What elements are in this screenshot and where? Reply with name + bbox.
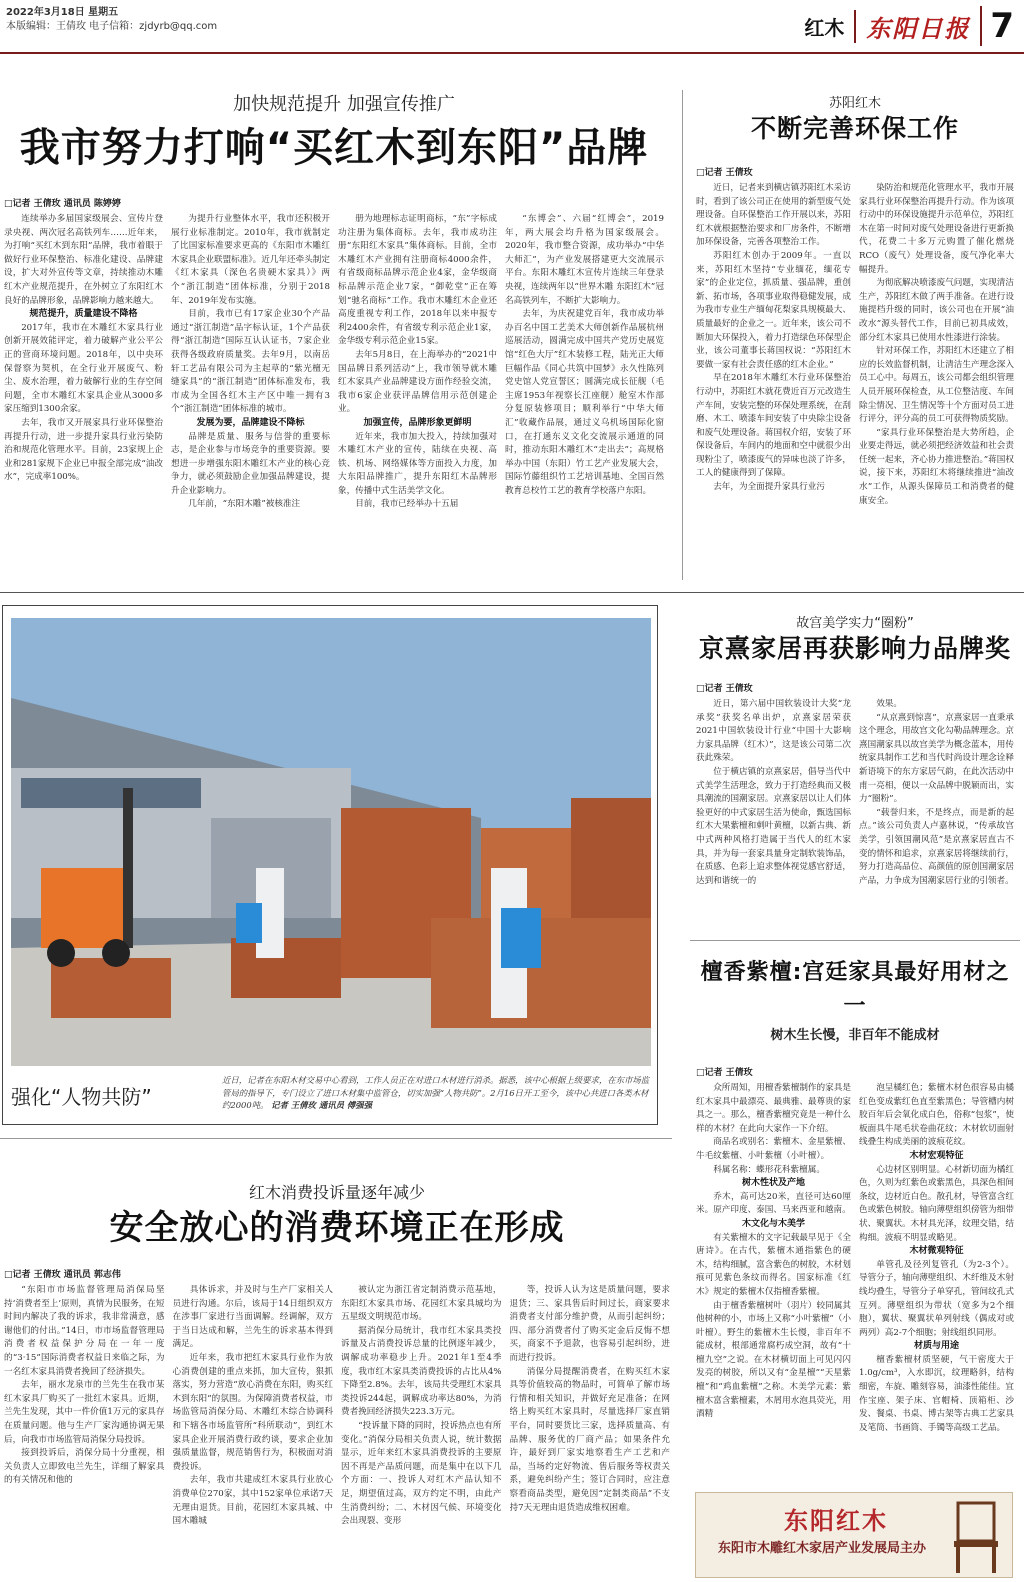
article-column [341,1284,502,1578]
paragraph: 有关紫檀木的文字记载最早见于《全唐诗》。在古代，紫檀木通指紫色的硬木，结构细腻，富含紫色的树胶，木材划痕可见紫色条纹而得名。国家标准《红木》规定的紫檀木仅指檀香紫檀。 [696,1232,851,1297]
subheading: 材质与用途 [913,1341,959,1352]
paragraph: 品牌是质量、服务与信誉的重要标志，是企业参与市场竞争的重要资源。要想进一步增强东阳木雕红木产业的核心竞争力，就必须鼓励企业加强品牌建设，提升企业影响力。 [171,431,330,496]
paragraph: 众所周知，用檀香紫檀制作的家具是红木家具中最漂亮、最典雅、最尊贵的家具之一。那么，檀香紫檀究竟是一种什么样的木材？在此向大家作一下介绍。 [696,1083,851,1134]
jingxi-kicker: 故宫美学实力“圈粉” [796,616,914,631]
tanxiang-columns [696,1082,1014,1486]
lead-byline: □记者 王倩玫 通讯员 陈婷婷 [4,199,121,209]
forklift [41,868,131,948]
article-column [171,213,330,565]
subheading: 木材微观特征 [909,1246,964,1257]
article-column [510,1284,671,1578]
tanxiang-subhead: 树木生长慢，非百年不能成材 [770,1028,940,1043]
section-divider [0,1138,672,1139]
paragraph: 据消保分局统计，我市红木家具类投诉量及占消费投诉总量的比例逐年减少，调解成功率稳步上升。2021年1至4季度，我市红木家具类消费投诉的占比从4%下降至2.8%。去年，该局共受理红木家具类投诉244起，调解成功率达80%，为消费者挽回经济损失223.3万元。 [341,1325,502,1418]
paragraph: 接到投诉后，消保分局十分重视，相关负责人立即致电兰先生，详细了解家具的有关情况和他的 [4,1448,165,1486]
paragraph: “投诉量下降的同时，投诉热点也有所变化。”消保分局相关负责人说，统计数据显示，近年来红木家具消费投诉的主要原因不再是产品质问题，而是集中在以下几个方面：一、投诉人对红木产品认知不足，期望值过高，双方约定不明，由此产生消费纠纷；二、木材因气候、环境变化会出现裂、变形 [341,1420,502,1527]
subheading: 木文化与木美学 [741,1218,805,1229]
paragraph: 去年，为全面提升家具行业污 [713,482,825,493]
paragraph: 去年，丽水龙泉市的兰先生在我市某红木家具厂购买了一批红木家具。近期，兰先生发现，其中一件价值1万元的家具存在质量问题。他与生产厂家沟通协调无果后，向我市市场监管局消保分局投诉。 [4,1380,165,1445]
article-column [696,1082,851,1486]
tanxiang-headline: 檀香紫檀:宫廷家具最好用材之一 [700,960,1010,1019]
caption-text: 近日，记者在东阳木材交易中心看到，工作人员正在对进口木材进行消杀。据悉，该中心根据上级要求，在东市场监管局的指导下，专门设立了进口木材集中监管仓，切实加强“人物共防”。2月16日开工至今，该中心共进口各类木材约2000吨。 [222,1075,650,1111]
paragraph: “东博会”、六届“红博会”，2019年，两大展会均升格为国家级展会。2020年，我市整合资源，成功举办“中华大师汇”，为产业发展搭建更大交流展示平台。东阳木雕红木宣传片连续三年登录央视，连续两年以“世界木雕 东阳红木”冠名高铁列车，不断扩大影响力。 [505,214,664,306]
photo-title: 强化“人物共防” [11,1085,152,1109]
forklift-wheel [47,939,75,967]
masthead-info [6,6,217,34]
enviro-columns [696,182,1014,580]
ad-subtitle: 东阳市木雕红木家居产业发展局主办 [718,1541,927,1556]
paragraph: 科属名称：蝶形花科紫檀属。 [713,1164,825,1175]
article-column [4,1284,165,1578]
subheading: 规范提升，质量建设不降格 [29,309,138,320]
forklift-wheel [102,939,130,967]
enviro-article [696,92,1014,580]
paragraph: 目前，我市已经举办十五届 [355,499,459,510]
section-divider [0,592,1024,593]
paragraph: 檀香紫檀材质坚硬，气干密度大于1.0g/cm³，入水即沉，纹理略斜，结构细密，车旋、雕刻容易，油漆性能佳。宜作宝座、架子床、官帽椅、顶箱柜、沙发、餐桌、书桌、博古架等古典工艺家具及笔筒、书画筒、手镯等高级工艺品。 [859,1354,1014,1433]
paragraph: 去年，我市又开展家具行业环保整治再提升行动，进一步提升家具行业污染防治和规范化管理水平。目前，23家规上企业和281家规下企业已申报全部完成“油改水”，完成率100%。 [4,417,163,483]
article-column [696,182,851,580]
paragraph: 心边材区别明显。心材新切面为橘红色，久则为红紫色或紫黑色，具深色相间条纹，边材近白色。散孔材，导管富含红色或紫色树胶。轴向薄壁组织傍管为细带状、聚翼状。木材具光泽，纹理交错，结构细。波痕不明显或略见。 [859,1164,1014,1243]
paragraph: 单管孔及径列复管孔（为2-3个）。导管分子，轴向薄壁组织、木纤维及木射线均叠生，导管分子单穿孔，管间纹孔式互列。薄壁组织为带状（宽多为2个细胞），翼状、聚翼状单列射线（偶成对或两列）高2-7个细胞；射线组织同形。 [859,1259,1014,1338]
paragraph: 等，投诉人认为这是质量问题，要求退货；三、家具售后时间过长，商家要求消费者支付部分维护费，从而引起纠纷；四、部分消费者付了购买定金后反悔不想买，商家不予退款，也容易引起纠纷，进而进行投诉。 [509,1285,670,1363]
paragraph: “从京熹到惊喜”，京熹家居一直秉承这个理念，用故宫文化勾勒品牌理念。京熹国潮家具以故宫美学为概念蓝本，用传统家具制作工艺和当代时尚设计理念诠释新语境下的东方家居气韵，在此次活动中甫一亮相，便以一众品牌中脱颖而出，实力“圈粉”。 [859,712,1014,805]
paragraph: 具体诉求，并及时与生产厂家相关人员进行沟通。尔后，该局于14日组织双方在涉事厂家进行当面调解。经调解，双方于当日达成和解，兰先生的诉求基本得到满足。 [172,1285,333,1350]
article-column [696,698,851,926]
paragraph: 由于檀香紫檀树叶（羽片）较同属其他树种的小，市场上又称“小叶紫檀”（小叶檀）。野生的紫檀木生长慢，非百年不能成材，根部通常腐朽成空洞，故有“十檀九空”之说。在木材横切面上可见闪闪发亮的树胶，所以又有“金星檀”“天星紫檀”和“鸡血紫檀”之称。木美学元素：紫檀木富含紫檀素，木屑用水泡具荧光，用酒精 [696,1300,851,1420]
paragraph: 目前，我市已有17家企业30个产品通过“浙江制造”品字标认证，1个产品获得“浙江制造”国际互认认证书，7家企业获得各级政府质量奖。去年9月，以南岳轩工艺品有限公司为主起草的“紫光檀无缝家具”的“浙江制造”团体标准发布，我市成为全国各红木主产区中唯一拥有3个“浙江制造”团体标准的城市。 [171,309,330,415]
warehouse-windows [21,778,201,808]
section-name: 红木 [794,10,856,43]
article-column [859,182,1014,580]
photo-caption [222,1074,652,1112]
jingxi-byline: □记者 王倩玫 [696,684,753,694]
paragraph: 去年5月8日，在上海举办的“2021中国品牌日系列活动”上，我市领导就木雕红木家具产业品牌建设方面作经验交流，我市6家企业获评品牌信用示范创建企业。 [338,349,497,415]
paragraph: 苏阳红木创办于2009年。一直以来，苏阳红木坚持“专业缅花，缅花专家”的企业定位，抓质量、强品牌，重创新、拓市场，各项事业取得稳健发展，成为我市专业生产缅甸花梨家具规模最大、质量最好的企业之一。近年来，该公司不断加大环保投入，着力打造绿色环保型企业，该公司董事长蒋国权说：“苏阳红木要做一家有社会责任感的红木企业。” [696,250,851,370]
paragraph: 册为地理标志证明商标，“东”字标成功注册为集体商标。去年，我市成功注册“东阳红木家具”集体商标。目前，全市木雕红木产业拥有注册商标4000余件，有省级商标品牌示范企业4家，金华级商标品牌示范企业7家，“御乾堂”正在筹划“驰名商标”工作。我市木雕红木企业还高度重视专利工作，2018年以来申报专利2400余件，有省级专利示范企业1家，金华级专利示范企业15家。 [338,214,497,347]
paragraph: 早在2018年木雕红木行业环保整治行动中，苏阳红木就花费近百万元改造生产车间，安装完整的环保处理系统，在刮磨、木工、喷漆车间安装了中央除尘设备和废气处理设备。蒋国权介绍，安装了环保设备后，车间内的地面和空中就很少出现粉尘了，喷漆废气的异味也淡了许多，工人的健康得到了保障。 [696,373,851,479]
paragraph: 去年，我市共建成红木家具行业放心消费单位270家，其中152家单位承诺7天无理由退货。目前，花园红木家具城、中国木雕城 [172,1475,333,1527]
ad-title: 东阳红木 [784,1507,888,1535]
tanxiang-byline: □记者 王倩玫 [696,1068,753,1078]
consumer-article [4,1180,670,1578]
paragraph: 几年前，“东阳木雕”被核准注 [188,499,301,510]
subheading: 发展为要，品牌建设不降标 [196,417,305,428]
sprayer-tank [236,903,262,943]
chair-icon [946,1497,1006,1577]
editor-line: 本版编辑：王倩玫 电子信箱：zjdyrb@qq.com [6,21,218,32]
wood-stack [231,938,341,998]
lead-headline: 我市努力打响“买红木到东阳”品牌 [19,125,649,171]
paragraph: “家具行业环保整治是大势所趋，企业要走得远，就必须把经济效益和社会责任统一起来，齐心协力推进整治。”蒋国权说，接下来，苏阳红木将继续推进“油改水”工作，从源头保障员工和消费者的健康安全。 [859,427,1014,506]
subheading: 木材宏观特征 [909,1150,964,1161]
paragraph: 连续举办多届国家级展会、宣传片登录央视、两次冠名高铁列车……近年来，为打响“买红木到东阳”品牌，我市着眼于做好行业环保整治、标准化建设、品牌建设，扩大对外宣传等文章，持续推动木雕红木产业规范提升，在外树立了东阳红木良好的品牌形象，品牌影响力越来越大。 [4,214,163,306]
paragraph: 针对环保工作，苏阳红木还建立了相应的长效监督机制，让清洁生产理念深入员工心中。每周五，该公司都会组织管理人员开展环保检查，从工位整洁度、车间除尘情况、卫生情况等十个方面对员工进行评分，评分高的员工可获得物质奖励。 [859,346,1014,425]
paragraph: 近日，第六届中国软装设计大奖“龙承奖”获奖名单出炉，京熹家居荣获2021中国软装设计行业“中国十大影响力家具品牌（红木）”，这是该公司第二次获此殊荣。 [696,699,851,764]
jingxi-headline: 京熹家居再获影响力品牌奖 [698,634,1011,663]
paragraph: “载誉归来，不是终点，而是新的起点。”该公司负责人卢嘉林说，“传承故宫美学，引领国潮风范”是京熹家居直古不变的情怀和追求，京熹家居将继续前行，努力打造高品位、高颜值的原创国潮家居产品，力争成为国潮家居行业的引领者。 [859,807,1014,886]
warehouse-photo [11,618,651,1066]
paragraph: 去年，为庆祝建党百年，我市成功举办百名中国工艺美术大师创新作品展杭州巡展活动，圆满完成中国共产党历史展览馆“红色大厅”红木装修工程，陆光正大师巨幅作品《同心共筑中国梦》永久性陈列党史馆人党宣誓区；圆满完成长征舰（毛主席1953年视察长江座舰）舱室木作部分复原装修项目；顺利举行“中华大师汇”收藏作品展，通过义乌机场国际化窗口，在打通东义文化交流展示通道的同时，推动东阳木雕红木“走出去”；高规格举办中国（东阳）竹工艺产业发展大会，国际竹藤组织竹工艺培训基地、全国百然教育总校竹工艺的教育学校落户东阳。 [505,309,664,496]
newspaper-logo: 东阳日报 [866,13,971,43]
lead-article [4,90,664,570]
issue-date: 2022年3月18日 星期五 [6,7,119,18]
photo-credit: 记者 王倩玫 通讯员 傅强强 [271,1100,372,1111]
paragraph: 效果。 [876,699,902,709]
article-column [4,213,163,565]
tanxiang-article [696,956,1014,1486]
paragraph: 泡呈橘红色；紫檀木材色很容易由橘红色变成紫红色直至紫黑色；导管槽内树胶百年后会氧化成白色，俗称“包浆”，使板面具牛尾毛状卷曲花纹；木材软切面射线叠生构成美丽的波痕花纹。 [859,1083,1014,1148]
lead-columns [4,213,664,565]
wood-stack [51,958,171,1018]
paragraph: 消保分局提醒消费者，在购买红木家具等价值较高的物品时，可简单了解市场行情和相关知识，并做好充足准备；在网络上购买红木家具时，尽量选择厂家直销平台，同时要货比三家，选择质量高、有品牌、服务优的厂商产品；如果条件允许，最好到厂家实地察看生产工艺和产品，当场约定好物流、售后服务等权责关系，避免纠纷产生；签订合同时，应注意察看商品类型，避免因“定制类商品”不支持7天无理由退货造成维权困难。 [509,1366,670,1513]
paragraph: 为提升行业整体水平，我市还积极开展行业标准制定。2010年，我市就制定了比国家标准要求更高的《东阳市木雕红木家具企业联盟标准》。近几年还牵头制定《红木家具（深色名贵硬木家具）》两个“浙江制造”团体标准，分别于2018年、2019年发布实施。 [171,214,330,306]
article-column [173,1284,334,1578]
paragraph: 近年来，我市加大投入，持续加强对木雕红木产业的宣传，陆续在央视、高铁、机场、网络媒体等方面投入力度，加大东阳品牌推广，提升东阳红木品牌形象，传播中式生活美学文化。 [338,431,497,496]
paragraph: 近日，记者来到横店镇苏阳红木采访时，看到了该公司正在使用的新型废气处理设备。自环保整治工作开展以来，苏阳红木就根据整治要求和厂房条件，不断增加环保设备，完善各项整治工作。 [696,183,851,248]
lead-kicker: 加快规范提升 加强宣传推广 [233,94,455,115]
paragraph: 商品名或别名：紫檀木、金星紫檀、牛毛纹紫檀、小叶紫檀（小叶檀）。 [696,1137,851,1161]
page-number: 7 [980,6,1014,46]
jingxi-columns [696,698,1014,926]
subheading: 加强宣传，品牌形象更鲜明 [363,417,472,428]
paragraph: 为彻底解决喷漆废气问题，实现清洁生产，苏阳红木做了两手准备。在进行设施提档升级的同时，该公司也在开展“油改水”源头替代工作，目前已初具成效，部分红木家具已使用水性漆进行涂装。 [859,278,1014,343]
article-column [859,698,1014,926]
paragraph: 2017年，我市在木雕红木家具行业创新开展效能评定，着力破解产业公平公正的营商环境问题。2018年，以中央环保督察为契机，在全行业开展废气、粉尘、废水治理，着力破解行业的生存空间问题，全市木雕红木家具企业从3000多家压缩到1300余家。 [4,322,163,415]
subheading: 树木性状及产地 [741,1178,805,1189]
ad-banner [695,1492,1013,1578]
masthead [0,0,1024,54]
paragraph: 被认定为浙江省定制消费示范基地，东阳红木家具市场、花园红木家具城均为五星级文明规范市场。 [341,1285,502,1323]
masthead-brand [794,4,1014,48]
consumer-byline: □记者 王倩玫 通讯员 郭志伟 [4,1270,121,1280]
sprayer-tank [501,908,541,968]
consumer-headline: 安全放心的消费环境正在形成 [109,1208,565,1248]
consumer-columns [4,1284,670,1578]
paragraph: 位于横店镇的京熹家居，倡导当代中式美学生活理念，致力于打造经典而又极具潮流的国潮家居。京熹家居以让人们体验更好的中式家居生活为使命，甄选国标红木大果紫檀和刺叶黄檀，以新古典、新中式两种风格打造属于当代人的红木家具，并为每一套家具量身定制软装饰品，在质感、色彩上追求整体视觉感官舒适，达到和谐统一的 [696,766,851,886]
article-column [859,1082,1014,1486]
article-column [338,213,497,565]
paragraph: 乔木，高可达20米，直径可达60厘米。原产印度、泰国、马来西亚和越南。 [696,1191,851,1216]
consumer-kicker: 红木消费投诉量逐年减少 [248,1183,425,1202]
section-divider [690,940,1020,941]
jingxi-article [696,612,1014,932]
paragraph: 染防治和规范化管理水平，我市开展家具行业环保整治再提升行动。作为该项行动中的环保设施提升示范单位，苏阳红木在第一时间对废气处理设备进行更新换代，花费二十多万元购置了催化燃烧RCO（废气）处理设备，废气净化率大幅提升。 [859,183,1014,275]
enviro-headline: 不断完善环保工作 [750,114,959,143]
paragraph: 近年来，我市把红木家具行业作为放心消费创建的重点来抓，加大宣传，狠抓落实，努力营造“放心消费在东阳，购买红木到东阳”的氛围。为保障消费者权益，市场监管局消保分局、木雕红木综合协调科和下辖各市场监管所“科所联动”，到红木家具企业开展消费行政约谈，要求企业加强质量监督，规范销售行为，积极面对消费投诉。 [172,1352,333,1472]
column-divider [682,90,683,580]
article-column [505,213,664,565]
enviro-kicker: 苏阳红木 [828,96,881,111]
enviro-byline: □记者 王倩玫 [696,168,753,178]
photo-feature [2,605,658,1125]
paragraph: “东阳市市场监督管理局消保局坚持‘消费者至上’原则，真情为民服务，在短时间内解决了我的诉求，我非常满意，感谢他们的付出。”14日，市市场监督管理局消费者权益保护分局在一年一度的“3·15”国际消费者权益日来临之际，为一名红木家具消费者挽回了经济损失。 [4,1285,165,1377]
forklift-mast [123,788,133,948]
